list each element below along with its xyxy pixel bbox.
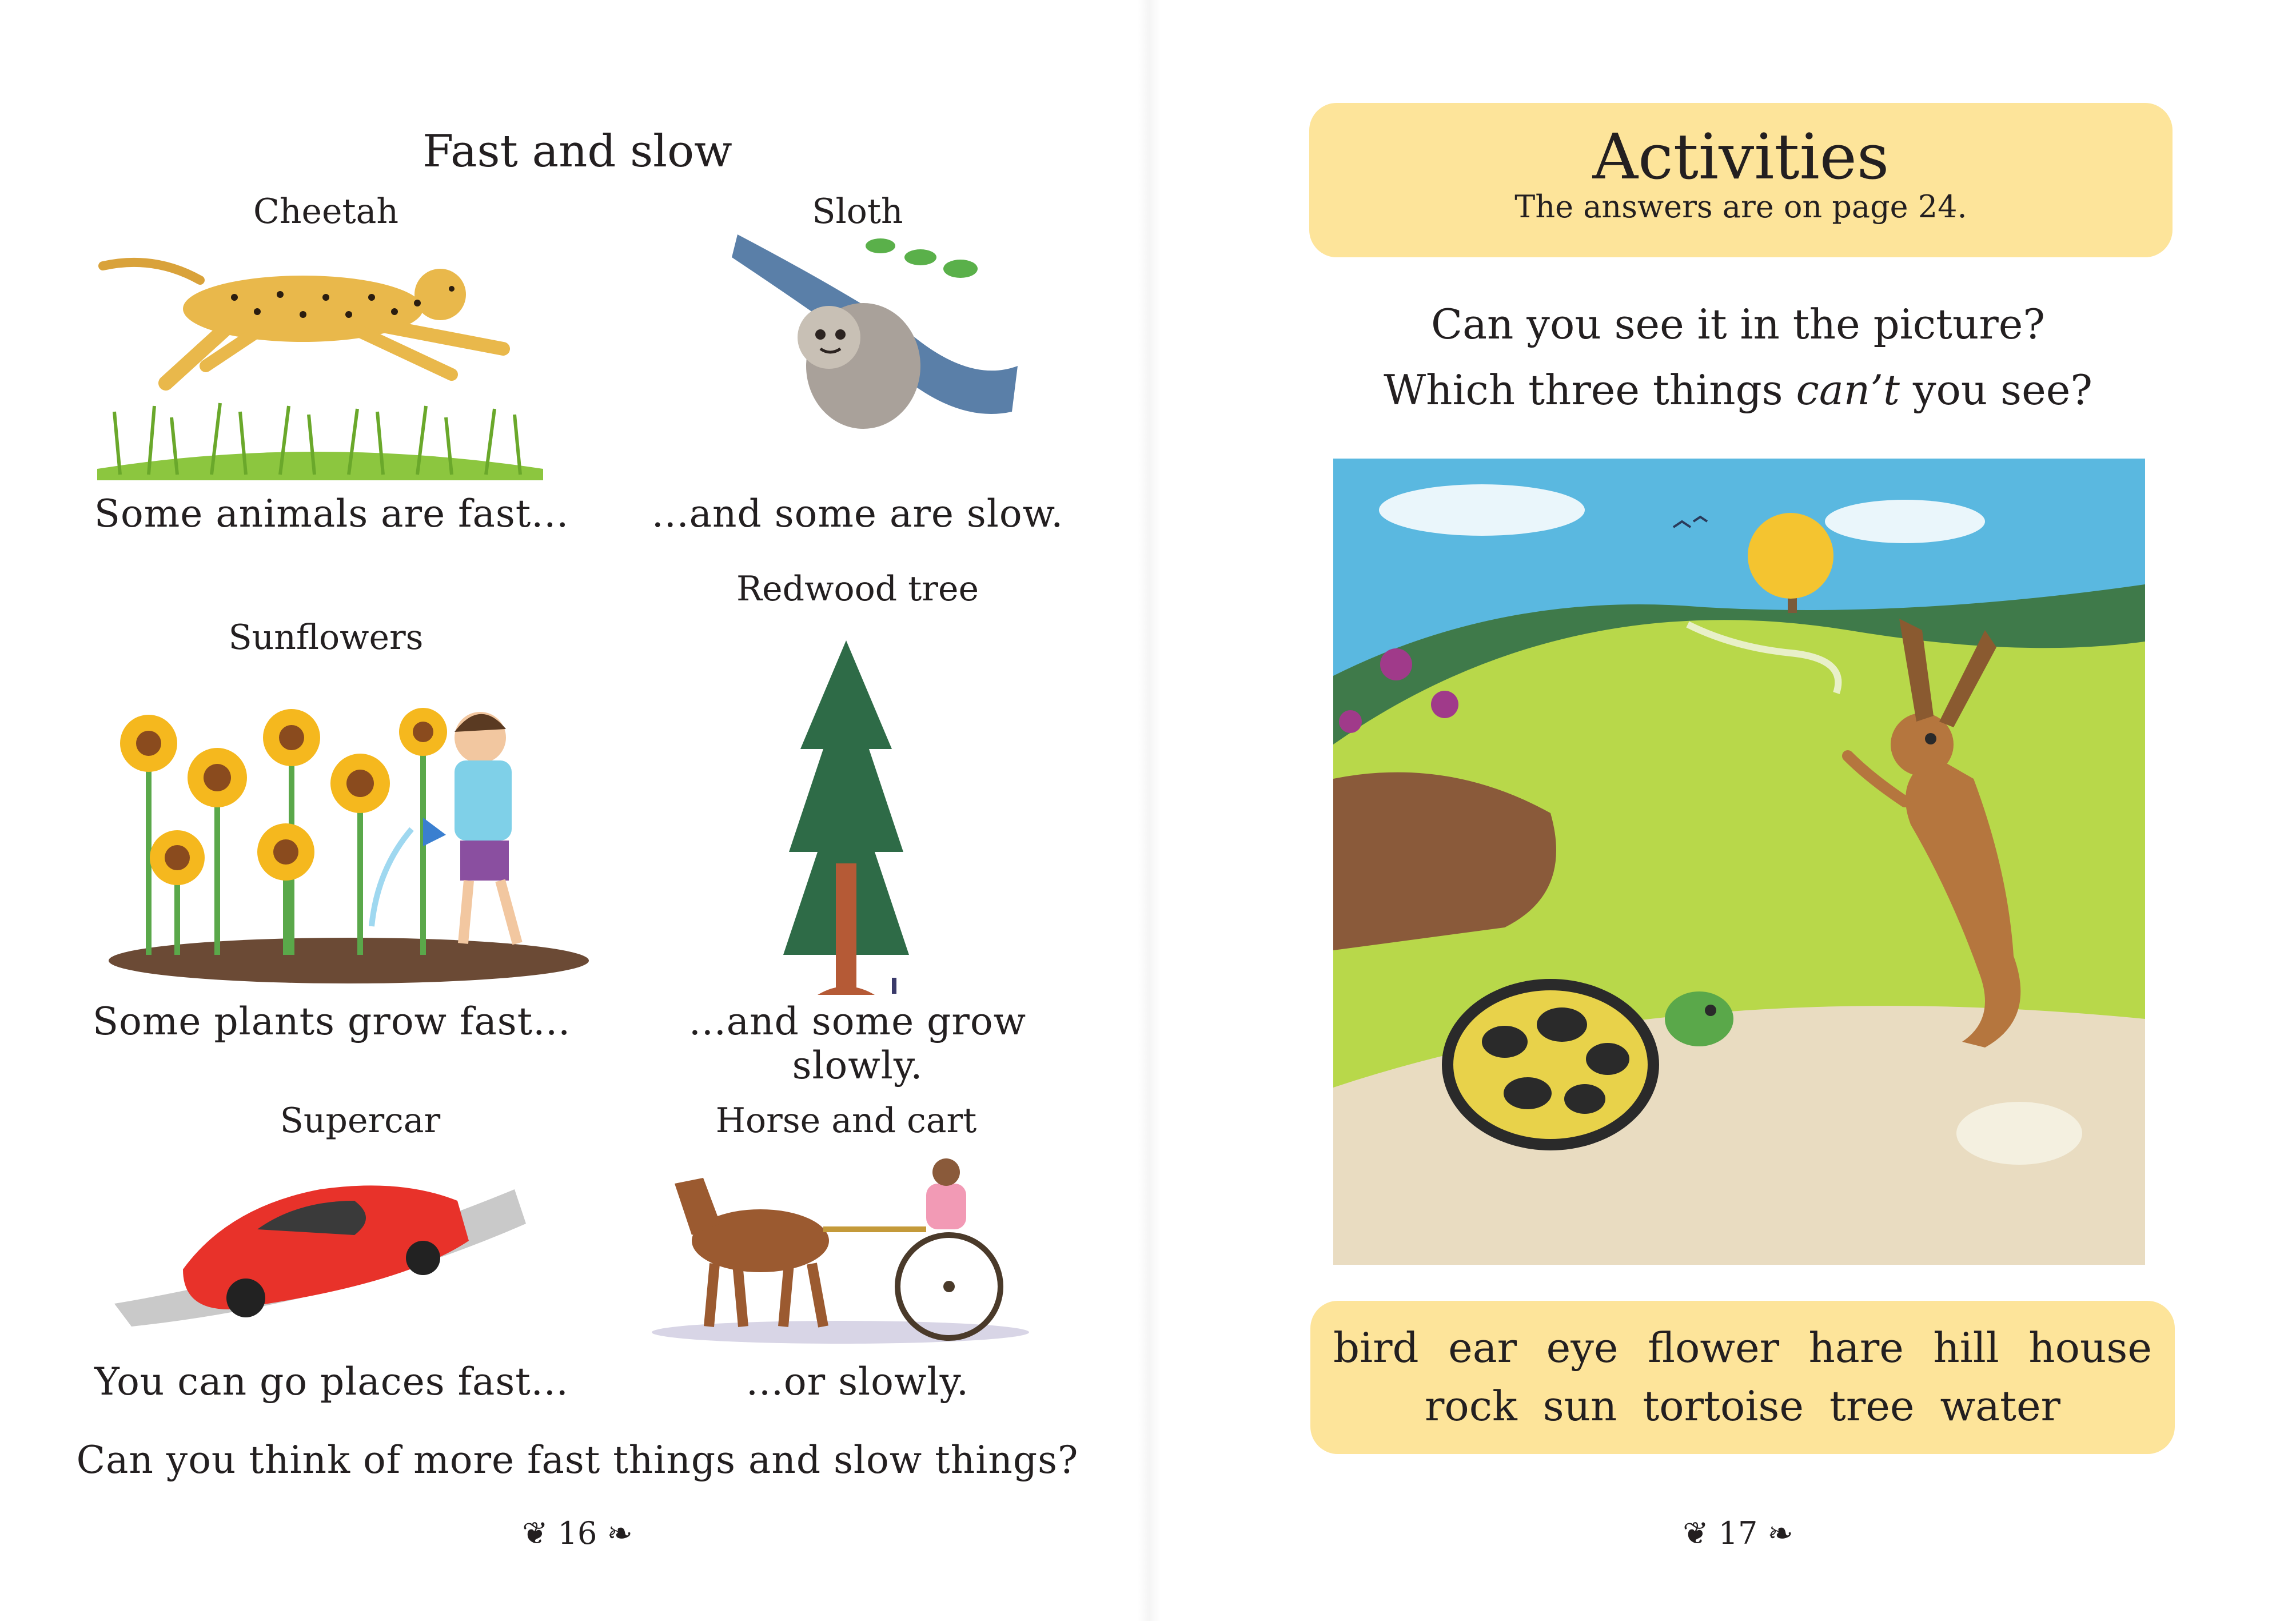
sunflowers-illustration — [103, 686, 595, 983]
supercar-illustration — [114, 1155, 526, 1327]
horse-cart-illustration — [652, 1144, 1029, 1349]
supercar-icon — [183, 1185, 469, 1317]
scene-illustration — [1333, 459, 2145, 1265]
word-tree: tree — [1829, 1382, 1915, 1430]
question-line-2: Which three things can’t you see? — [1384, 366, 2092, 414]
closing-question: Can you think of more fast things and slow things? — [76, 1438, 1079, 1482]
word-bank — [1310, 1301, 2175, 1454]
banner-title: Activities — [1592, 120, 1890, 193]
sloth-icon — [798, 303, 920, 429]
book-spine — [1138, 0, 1161, 1621]
sloth-illustration — [732, 223, 1029, 463]
redwood-caption: ...and some grow slowly. — [688, 999, 1027, 1088]
word-eye: eye — [1546, 1324, 1619, 1372]
word-row-2 — [1425, 1382, 2060, 1430]
cheetah-label: Cheetah — [253, 192, 399, 232]
cheetah-caption: Some animals are fast... — [94, 492, 569, 536]
question-line-1: Can you see it in the picture? — [1431, 300, 2045, 348]
cloud-icon — [1825, 500, 1985, 543]
cloud-icon — [1379, 484, 1585, 536]
cart-icon — [823, 1158, 1000, 1338]
cheetah-icon — [103, 262, 503, 383]
sloth-label: Sloth — [812, 192, 903, 232]
sunflowers-caption: Some plants grow fast... — [92, 999, 571, 1044]
word-ear: ear — [1448, 1324, 1517, 1372]
word-rock: rock — [1425, 1382, 1517, 1430]
word-tortoise: tortoise — [1643, 1382, 1804, 1430]
boy-icon — [372, 712, 517, 943]
grass-icon — [97, 403, 543, 480]
page-number-left: ❦ 16 ❧ — [522, 1515, 633, 1551]
ornament-icon: ❧ — [597, 1515, 633, 1551]
word-sun: sun — [1542, 1382, 1617, 1430]
soil-icon — [109, 938, 589, 983]
word-house: house — [2028, 1324, 2152, 1372]
ornament-icon: ❦ — [1683, 1515, 1719, 1551]
cheetah-illustration — [86, 240, 560, 480]
banner-subtitle: The answers are on page 24. — [1514, 189, 1967, 225]
word-hill: hill — [1933, 1324, 1999, 1372]
ornament-icon: ❧ — [1757, 1515, 1793, 1551]
horse-cart-label: Horse and cart — [715, 1101, 977, 1141]
sunflower-icons — [120, 708, 447, 955]
supercar-label: Supercar — [280, 1101, 441, 1141]
person-icon — [892, 978, 896, 994]
page-heading: Fast and slow — [422, 126, 732, 177]
activities-banner — [1309, 103, 2173, 257]
word-bird: bird — [1333, 1324, 1419, 1372]
sunflowers-label: Sunflowers — [228, 618, 424, 658]
horse-icon — [675, 1178, 829, 1327]
supercar-caption: You can go places fast... — [94, 1360, 569, 1404]
word-flower: flower — [1647, 1324, 1780, 1372]
redwood-label: Redwood tree — [736, 569, 979, 609]
word-water: water — [1940, 1382, 2060, 1430]
redwood-tree-icon — [783, 640, 909, 995]
ornament-icon: ❦ — [522, 1515, 558, 1551]
horse-cart-caption: ...or slowly. — [746, 1360, 970, 1404]
redwood-illustration — [766, 635, 926, 1001]
page-number-right: ❦ 17 ❧ — [1683, 1515, 1793, 1551]
word-row-1 — [1333, 1324, 2152, 1372]
sloth-caption: ...and some are slow. — [651, 492, 1064, 536]
word-hare: hare — [1808, 1324, 1904, 1372]
